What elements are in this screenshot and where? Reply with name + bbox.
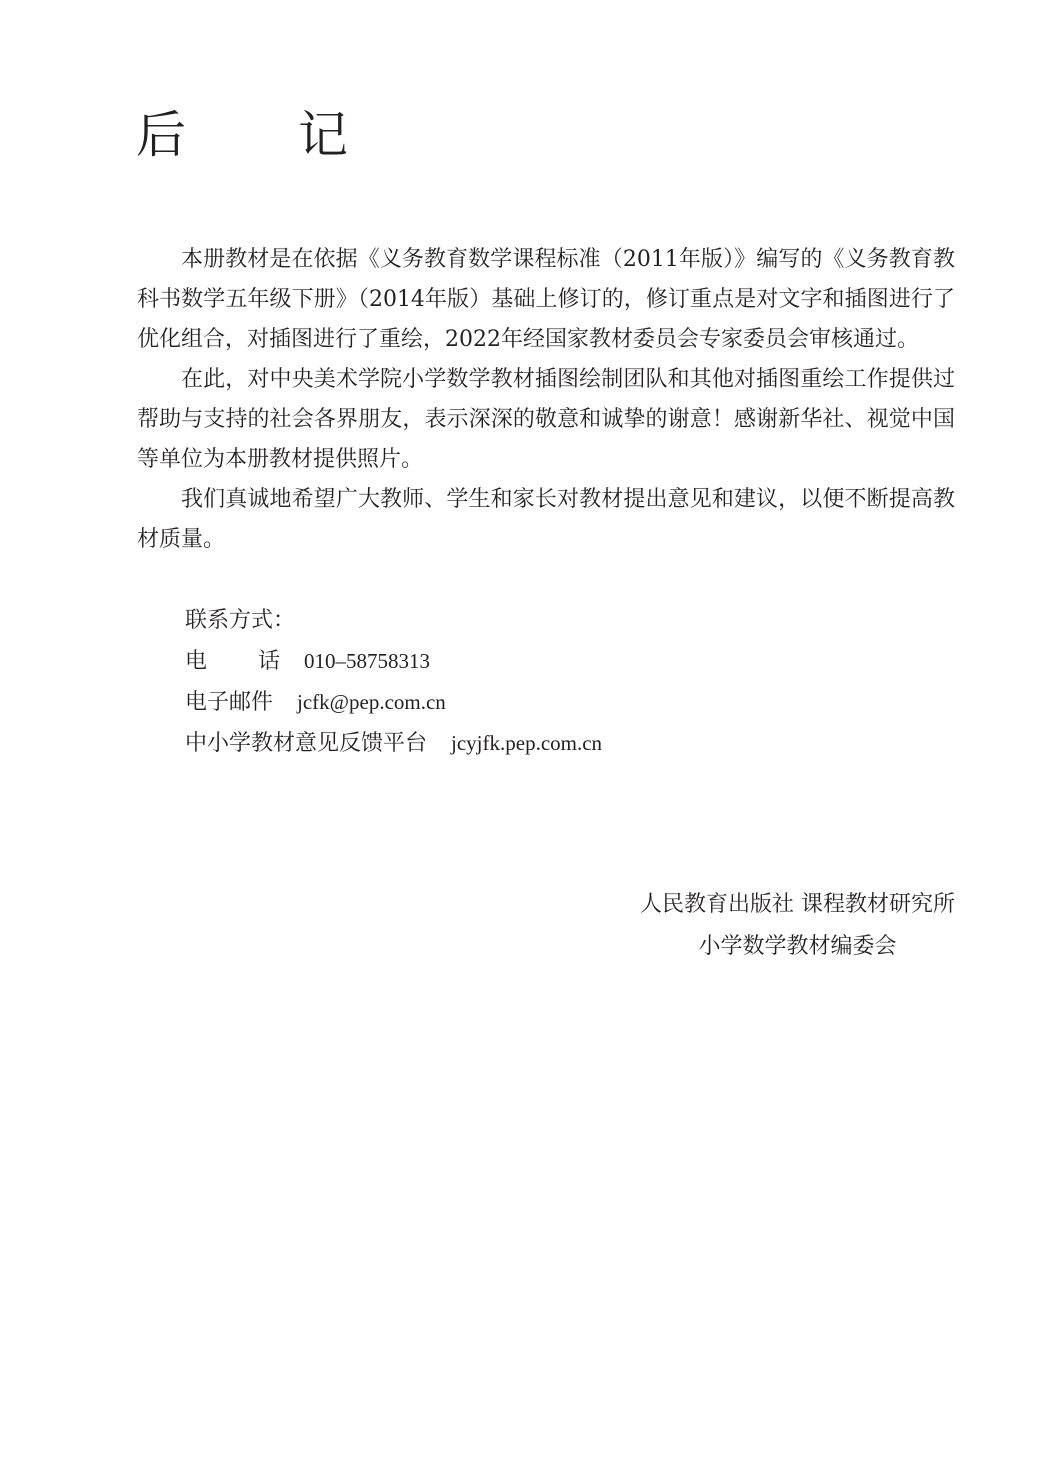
contact-phone-line <box>185 641 602 682</box>
signature <box>640 884 955 968</box>
phone-label <box>185 642 280 682</box>
page-title: 后 记 <box>136 106 396 164</box>
email-address[interactable]: jcfk@pep.com.cn <box>297 690 446 714</box>
contact-heading: 联系方式： <box>185 608 296 633</box>
phone-label-char-2: 话 <box>257 649 280 674</box>
paragraph-feedback-request: 我们真诚地希望广大教师、学生和家长对教材提出意见和建议，以便不断提高教材质量。 <box>137 487 955 552</box>
email-label: 电子邮件 <box>185 690 274 715</box>
body-text <box>137 240 955 560</box>
signature-committee: 小学数学教材编委会 <box>698 934 897 959</box>
contact-feedback-line <box>185 723 602 764</box>
contact-block <box>185 601 602 764</box>
phone-label-char-1: 电 <box>185 649 208 674</box>
contact-email-line <box>185 682 602 723</box>
paragraph-revision-note: 本册教材是在依据《义务教育数学课程标准（2011年版）》编写的《义务教育教科书数学五年级下册》（2014年版）基础上修订的，修订重点是对文字和插图进行了优化组合，对插图进行了重绘，2022年经国家教材委员会专家委员会审核通过。 <box>137 247 955 352</box>
paragraph-acknowledgement: 在此，对中央美术学院小学数学教材插图绘制团队和其他对插图重绘工作提供过帮助与支持的社会各界朋友，表示深深的敬意和诚挚的谢意！感谢新华社、视觉中国等单位为本册教材提供照片。 <box>137 367 955 472</box>
phone-number: 010–58758313 <box>304 649 430 673</box>
feedback-platform-label: 中小学教材意见反馈平台 <box>185 731 428 756</box>
feedback-platform-url[interactable]: jcyjfk.pep.com.cn <box>451 731 603 755</box>
signature-publisher: 人民教育出版社 课程教材研究所 <box>640 892 955 917</box>
